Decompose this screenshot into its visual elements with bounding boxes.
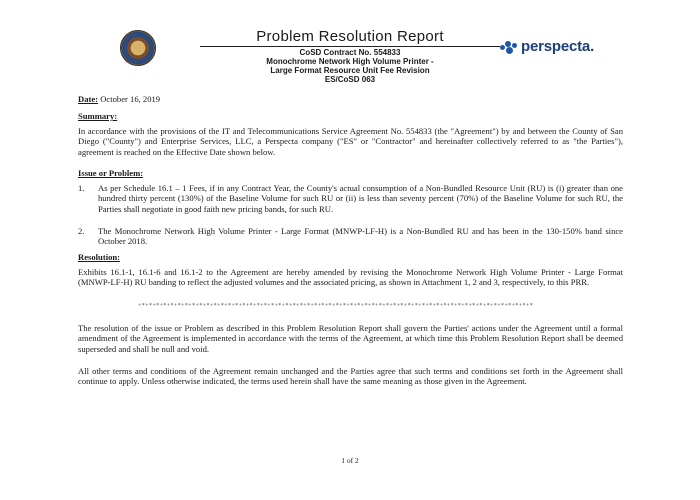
report-header (200, 28, 500, 84)
issue-item-text: As per Schedule 16.1 – 1 Fees, if in any Contract Year, the County's actual consumption of a Non-Bundled Resource Unit (RU) is (i) greater than one hundred thirty percent (130%) of the Baseline Volume for such RU or (ii) is less than seventy percent (70%) of the Baseline Volume for such RU, the Parties shall negotiate in good faith new pricing bands, for such RU. (98, 183, 623, 214)
summary-heading (78, 111, 623, 121)
contract-number: CoSD Contract No. 554833 (299, 48, 401, 57)
perspecta-logo (500, 38, 594, 55)
perspecta-mark-icon (500, 40, 518, 54)
section-divider: +*+*+*+*+*+*+*+*+*+*+*+*+*+*+*+*+*+*+*+*+*+*+*+*+*+*+*+*+*+*+*+*+*+*+*+*+*+*+*+*+*+*+*+*+*+*+*+*+*+*+*+*+*+*+* (138, 303, 534, 309)
issue-item-number: 2. (78, 226, 85, 236)
issue-label: Issue or Problem: (78, 168, 144, 178)
subject-line-1: Monochrome Network High Volume Printer - (266, 57, 434, 66)
report-title: Problem Resolution Report (256, 28, 444, 45)
issue-item-2 (78, 226, 623, 247)
resolution-label: Resolution: (78, 252, 121, 262)
issue-heading (78, 168, 623, 178)
closing-paragraph-1: The resolution of the issue or Problem as described in this Problem Resolution Report shall govern the Parties' actions under the Agreement until a formal amendment of the Agreement is implemented in accordance with the terms of the Agreement, at which time this Problem Resolution Report shall be deemed superseded and shall be null and void. (78, 323, 623, 354)
closing-paragraph-2: All other terms and conditions of the Agreement remain unchanged and the Parties agree that such terms and conditions set forth in the Agreement shall continue to apply. Unless otherwise indicated, the terms used herein shall have the same meaning as those given in the Agreement. (78, 366, 623, 387)
issue-item-number: 1. (78, 183, 85, 193)
perspecta-logo-text: perspecta. (521, 38, 595, 55)
county-seal-icon (120, 30, 156, 66)
subject-line-2: Large Format Resource Unit Fee Revision (270, 66, 430, 75)
report-id: ES/CoSD 063 (324, 75, 376, 84)
date-line (78, 94, 623, 104)
resolution-paragraph: Exhibits 16.1-1, 16.1-6 and 16.1-2 to the Agreement are hereby amended by revising the Monochrome Network High Volume Printer - Large Format (MNWP-LF-H) RU banding to reflect the adjusted volumes and the associated pricing, as shown in Attachment 1, 2 and 3, respectively, to this PRR. (78, 267, 623, 288)
title-rule (200, 46, 500, 47)
issue-item-1 (78, 183, 623, 214)
resolution-heading (78, 252, 623, 262)
date-label: Date: (78, 94, 99, 104)
date-value: October 16, 2019 (100, 94, 161, 104)
page-number: 1 of 2 (341, 456, 359, 465)
summary-label: Summary: (78, 111, 118, 121)
issue-item-text: The Monochrome Network High Volume Printer - Large Format (MNWP-LF-H) is a Non-Bundled RU and has been in the 130-150% band since October 2018. (98, 226, 623, 247)
summary-paragraph: In accordance with the provisions of the IT and Telecommunications Service Agreement No. 554833 (the "Agreement") by and between the County of San Diego ("County") and Enterprise Services, LLC, a Perspecta company ("ES" or "Contractor" and hereinafter collectively referred to as "the Parties"), agreement is reached on the Effective Date shown below. (78, 126, 623, 157)
